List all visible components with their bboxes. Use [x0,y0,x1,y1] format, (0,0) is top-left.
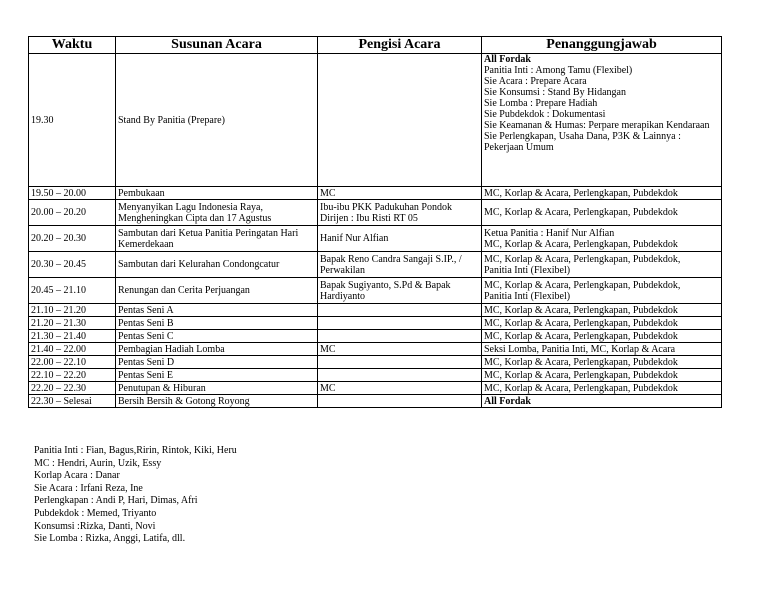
waktu-cell: 20.20 – 20.30 [29,226,116,252]
pengisi-cell: MC [318,343,482,356]
acara-cell: Stand By Panitia (Prepare) [116,54,318,187]
waktu-cell: 22.10 – 22.20 [29,369,116,382]
penanggungjawab-text: MC, Korlap & Acara, Perlengkapan, Pubdekdok [484,382,678,394]
waktu-cell: 19.30 [29,54,116,187]
note-line: Perlengkapan : Andi P, Hari, Dimas, Afri [34,495,198,507]
pengisi-cell: Ibu-ibu PKK Padukuhan Pondok Dirijen : Ibu Risti RT 05 [318,200,482,226]
pengisi-cell [318,54,482,187]
header-penanggungjawab: Penanggungjawab [482,37,722,54]
penanggungjawab-cell [482,356,722,369]
penanggungjawab-text: MC, Korlap & Acara, Perlengkapan, Pubdekdok [484,317,678,329]
table-row [29,343,722,356]
waktu-cell: 21.40 – 22.00 [29,343,116,356]
waktu-cell: 22.00 – 22.10 [29,356,116,369]
penanggungjawab-text: MC, Korlap & Acara, Perlengkapan, Pubdekdok, Panitia Inti (Flexibel) [484,253,681,276]
penanggungjawab-text: MC, Korlap & Acara, Perlengkapan, Pubdekdok [484,187,678,199]
waktu-cell: 20.45 – 21.10 [29,278,116,304]
acara-cell: Pentas Seni B [116,317,318,330]
note-line: Korlap Acara : Danar [34,470,120,482]
table-row [29,304,722,317]
waktu-cell: 20.00 – 20.20 [29,200,116,226]
committee-notes [34,445,237,546]
waktu-cell: 22.20 – 22.30 [29,382,116,395]
pengisi-cell [318,317,482,330]
schedule-body [29,54,722,408]
penanggungjawab-cell [482,395,722,408]
acara-cell: Renungan dan Cerita Perjuangan [116,278,318,304]
penanggungjawab-cell [482,278,722,304]
table-row [29,330,722,343]
note-line: Pubdekdok : Memed, Triyanto [34,507,157,519]
penanggungjawab-cell [482,252,722,278]
acara-cell: Pentas Seni A [116,304,318,317]
acara-cell: Pentas Seni D [116,356,318,369]
acara-cell: Penutupan & Hiburan [116,382,318,395]
table-row [29,226,722,252]
pengisi-cell [318,304,482,317]
note-line: Konsumsi :Rizka, Danti, Novi [34,520,156,532]
note-line: Sie Lomba : Rizka, Anggi, Latifa, dll. [34,533,186,545]
waktu-cell: 21.30 – 21.40 [29,330,116,343]
waktu-cell: 21.20 – 21.30 [29,317,116,330]
header-waktu: Waktu [29,37,116,54]
table-row [29,317,722,330]
pengisi-cell: Hanif Nur Alfian [318,226,482,252]
acara-cell: Pentas Seni C [116,330,318,343]
table-row [29,252,722,278]
penanggungjawab-cell [482,226,722,252]
penanggungjawab-text: MC, Korlap & Acara, Perlengkapan, Pubdekdok [484,369,678,381]
waktu-cell: 22.30 – Selesai [29,395,116,408]
table-row [29,200,722,226]
note-line: Panitia Inti : Fian, Bagus,Ririn, Rintok, Kiki, Heru [34,445,237,456]
penanggungjawab-text: Panitia Inti : Among Tamu (Flexibel) Sie Acara : Prepare Acara Sie Konsumsi : Stand By Hidangan Sie Lomba : Prepare Hadiah Sie Pubdekdok : Dokumentasi Sie Keamanan & Humas: Perpare merapikan Kendaraan Sie Perlengkapan, Usaha Dana, P3K & Lainnya : Pekerjaan Umum [484,65,710,153]
penanggungjawab-cell [482,54,722,187]
penanggungjawab-text: MC, Korlap & Acara, Perlengkapan, Pubdekdok [484,330,678,342]
header-susunan-acara: Susunan Acara [116,37,318,54]
penanggungjawab-text: Ketua Panitia : Hanif Nur Alfian MC, Korlap & Acara, Perlengkapan, Pubdekdok [484,227,678,250]
note-line: Sie Acara : Irfani Reza, Ine [34,482,143,494]
table-row [29,54,722,187]
waktu-cell: 20.30 – 20.45 [29,252,116,278]
penanggungjawab-text: MC, Korlap & Acara, Perlengkapan, Pubdekdok [484,356,678,368]
acara-cell: Bersih Bersih & Gotong Royong [116,395,318,408]
note-line: MC : Hendri, Aurin, Uzik, Essy [34,457,162,469]
acara-cell: Pembagian Hadiah Lomba [116,343,318,356]
penanggungjawab-text: MC, Korlap & Acara, Perlengkapan, Pubdekdok [484,207,678,218]
table-header-row [29,37,722,54]
acara-cell: Sambutan dari Ketua Panitia Peringatan Hari Kemerdekaan [116,226,318,252]
penanggungjawab-cell [482,200,722,226]
pengisi-cell: Bapak Sugiyanto, S.Pd & Bapak Hardiyanto [318,278,482,304]
penanggungjawab-cell [482,369,722,382]
penanggungjawab-text: MC, Korlap & Acara, Perlengkapan, Pubdekdok [484,304,678,316]
penanggungjawab-cell [482,382,722,395]
schedule-table [28,36,722,408]
table-row [29,278,722,304]
pengisi-cell [318,330,482,343]
penanggungjawab-text: Seksi Lomba, Panitia Inti, MC, Korlap & Acara [484,343,676,355]
pengisi-cell [318,356,482,369]
penanggungjawab-bold-label: All Fordak [484,54,531,65]
header-pengisi-acara: Pengisi Acara [318,37,482,54]
pengisi-cell [318,369,482,382]
penanggungjawab-cell [482,343,722,356]
acara-cell: Pembukaan [116,187,318,200]
table-row [29,369,722,382]
pengisi-cell: MC [318,382,482,395]
penanggungjawab-cell [482,304,722,317]
table-row [29,395,722,408]
acara-cell: Menyanyikan Lagu Indonesia Raya, Mengheningkan Cipta dan 17 Agustus [116,200,318,226]
penanggungjawab-cell [482,187,722,200]
penanggungjawab-bold-label: All Fordak [484,395,531,407]
penanggungjawab-cell [482,330,722,343]
penanggungjawab-cell [482,317,722,330]
waktu-cell: 19.50 – 20.00 [29,187,116,200]
pengisi-cell [318,395,482,408]
table-row [29,187,722,200]
pengisi-cell: Bapak Reno Candra Sangaji S.IP., / Perwakilan [318,252,482,278]
pengisi-cell: MC [318,187,482,200]
acara-cell: Pentas Seni E [116,369,318,382]
table-row [29,382,722,395]
waktu-cell: 21.10 – 21.20 [29,304,116,317]
table-row [29,356,722,369]
acara-cell: Sambutan dari Kelurahan Condongcatur [116,252,318,278]
penanggungjawab-text: MC, Korlap & Acara, Perlengkapan, Pubdekdok, Panitia Inti (Flexibel) [484,279,681,302]
